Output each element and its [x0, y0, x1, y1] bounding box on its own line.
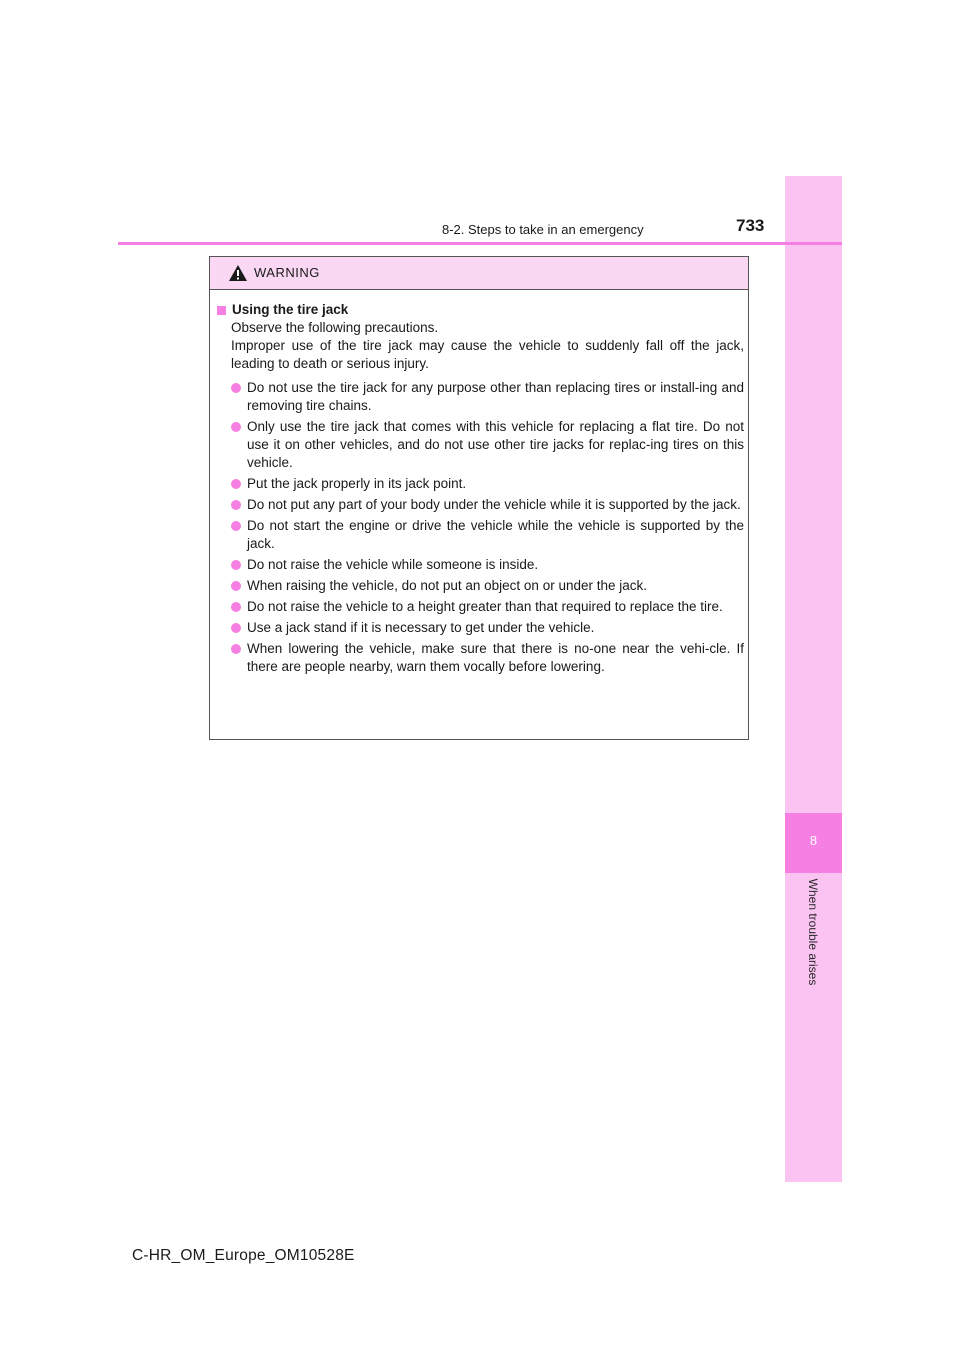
list-item [216, 556, 744, 574]
list-item-text: Do not start the engine or drive the vehicle while the vehicle is supported by the jack. [247, 518, 744, 551]
chapter-tab [785, 813, 842, 873]
list-item-text: When raising the vehicle, do not put an object on or under the jack. [247, 578, 647, 593]
list-item-text: Use a jack stand if it is necessary to get under the vehicle. [247, 620, 595, 635]
warning-triangle-icon [228, 264, 248, 282]
warning-title: WARNING [254, 265, 320, 280]
warning-subheading-text: Using the tire jack [232, 302, 349, 317]
warning-bullet-list [216, 379, 744, 676]
list-item [216, 577, 744, 595]
bullet-dot-icon [231, 422, 241, 432]
warning-intro-line: Improper use of the tire jack may cause the vehicle to suddenly fall off the jack, leading to death or serious injury. [231, 338, 744, 371]
list-item-text: Do not raise the vehicle to a height greater than that required to replace the tire. [247, 599, 723, 614]
bullet-dot-icon [231, 500, 241, 510]
list-item [216, 379, 744, 415]
section-title: 8-2. Steps to take in an emergency [442, 222, 644, 237]
warning-header [210, 257, 748, 290]
bullet-dot-icon [231, 560, 241, 570]
list-item [216, 517, 744, 553]
bullet-dot-icon [231, 581, 241, 591]
warning-body [216, 301, 744, 679]
bullet-dot-icon [231, 602, 241, 612]
chapter-label: When trouble arises [806, 878, 820, 986]
list-item [216, 475, 744, 493]
list-item-text: Do not put any part of your body under the vehicle while it is supported by the jack. [247, 497, 741, 512]
list-item-text: Do not use the tire jack for any purpose other than replacing tires or install-ing and removing tire chains. [247, 380, 744, 413]
list-item-text: Do not raise the vehicle while someone is inside. [247, 557, 539, 572]
list-item [216, 418, 744, 472]
header-rule [118, 242, 842, 245]
chapter-number: 8 [809, 833, 818, 848]
page-number: 733 [736, 216, 765, 235]
warning-subheading [216, 301, 744, 319]
square-marker-icon [217, 306, 226, 315]
warning-box [209, 256, 749, 740]
list-item [216, 640, 744, 676]
list-item [216, 619, 744, 637]
side-tab [785, 176, 842, 1182]
list-item-text: When lowering the vehicle, make sure that there is no-one near the vehi-cle. If there are people nearby, warn them vocally before lowering. [247, 641, 744, 674]
bullet-dot-icon [231, 644, 241, 654]
list-item-text: Put the jack properly in its jack point. [247, 476, 467, 491]
list-item [216, 598, 744, 616]
list-item [216, 496, 744, 514]
bullet-dot-icon [231, 479, 241, 489]
document-code: C-HR_OM_Europe_OM10528E [132, 1247, 355, 1264]
bullet-dot-icon [231, 521, 241, 531]
bullet-dot-icon [231, 383, 241, 393]
list-item-text: Only use the tire jack that comes with this vehicle for replacing a flat tire. Do not use it on other vehicles, and do not use other tire jacks for replac-ing tires on this vehicle. [247, 419, 744, 470]
bullet-dot-icon [231, 623, 241, 633]
warning-intro-line: Observe the following precautions. [231, 320, 439, 335]
